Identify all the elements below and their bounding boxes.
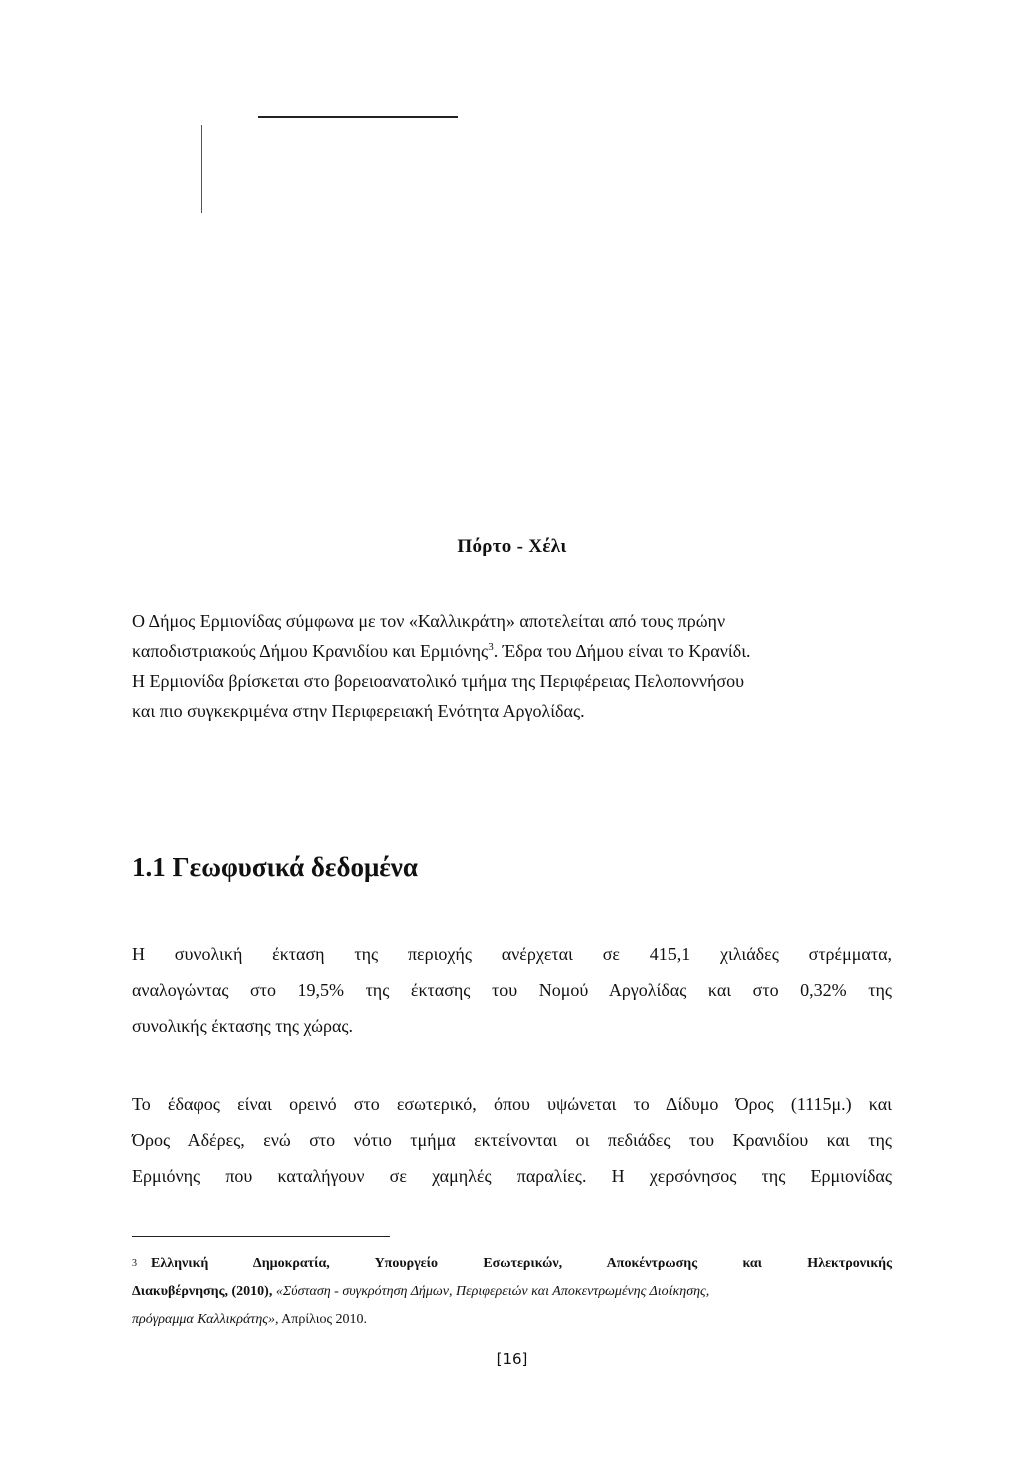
body-line: συνολικής έκτασης της χώρας. [132,1016,354,1036]
side-mark [201,125,202,213]
footnote-separator [132,1236,390,1237]
footnote-title: πρόγραμμα Καλλικράτης» [132,1312,275,1327]
intro-line: και πιο συγκεκριμένα στην Περιφερειακή Ενότητα Αργολίδας. [132,701,585,721]
body-line: Το έδαφος είναι ορεινό στο εσωτερικό, όπου υψώνεται το Δίδυμο Όρος (1115μ.) και [132,1094,892,1114]
section-heading: 1.1 Γεωφυσικά δεδομένα [132,852,418,882]
intro-line-text: . Έδρα του Δήμου είναι το Κρανίδι. [493,641,751,661]
footnote-line [132,1278,892,1306]
body-line: Ερμιόνης που καταλήγουν σε χαμηλές παραλίες. Η χερσόνησος της Ερμιονίδας [132,1166,892,1186]
image-caption: Πόρτο - Χέλι [457,536,567,557]
body-line: αναλογώντας στο 19,5% της έκτασης του Νομού Αργολίδας και στο 0,32% της [132,980,892,1000]
footnote-source: Ελληνική Δημοκρατία, Υπουργείο Εσωτερικών, Αποκέντρωσης και Ηλεκτρονικής [151,1256,892,1271]
footnote-mark: 3 [132,1258,137,1269]
body-paragraph-area [132,936,892,1044]
intro-paragraph [132,606,892,726]
footnote [132,1250,892,1334]
top-rule [258,116,458,118]
intro-line [132,636,892,666]
intro-line: Ο Δήμος Ερμιονίδας σύμφωνα με τον «Καλλικράτη» αποτελείται από τους πρώην [132,611,726,631]
intro-line: Η Ερμιονίδα βρίσκεται στο βορειοανατολικό τμήμα της Περιφέρειας Πελοποννήσου [132,671,745,691]
body-line: Όρος Αδέρες, ενώ στο νότιο τμήμα εκτείνονται οι πεδιάδες του Κρανιδίου και της [132,1130,892,1150]
footnote-ref[interactable]: 3 [488,641,494,653]
body-line: Η συνολική έκταση της περιοχής ανέρχεται σε 415,1 χιλιάδες στρέμματα, [132,944,892,964]
footnote-line [132,1306,892,1334]
intro-line-text: καποδιστριακούς Δήμου Κρανιδίου και Ερμιόνης [132,641,489,661]
footnote-title: «Σύσταση - συγκρότηση Δήμων, Περιφερειών και Αποκεντρωμένης Διοίκησης, [275,1284,710,1299]
terrain-paragraph [132,1086,892,1194]
footnote-line [132,1250,892,1278]
page-number: [16] [496,1350,528,1368]
footnote-date: , Απρίλιος 2010. [274,1312,368,1327]
footnote-source: Διακυβέρνησης, (2010), [132,1284,273,1299]
